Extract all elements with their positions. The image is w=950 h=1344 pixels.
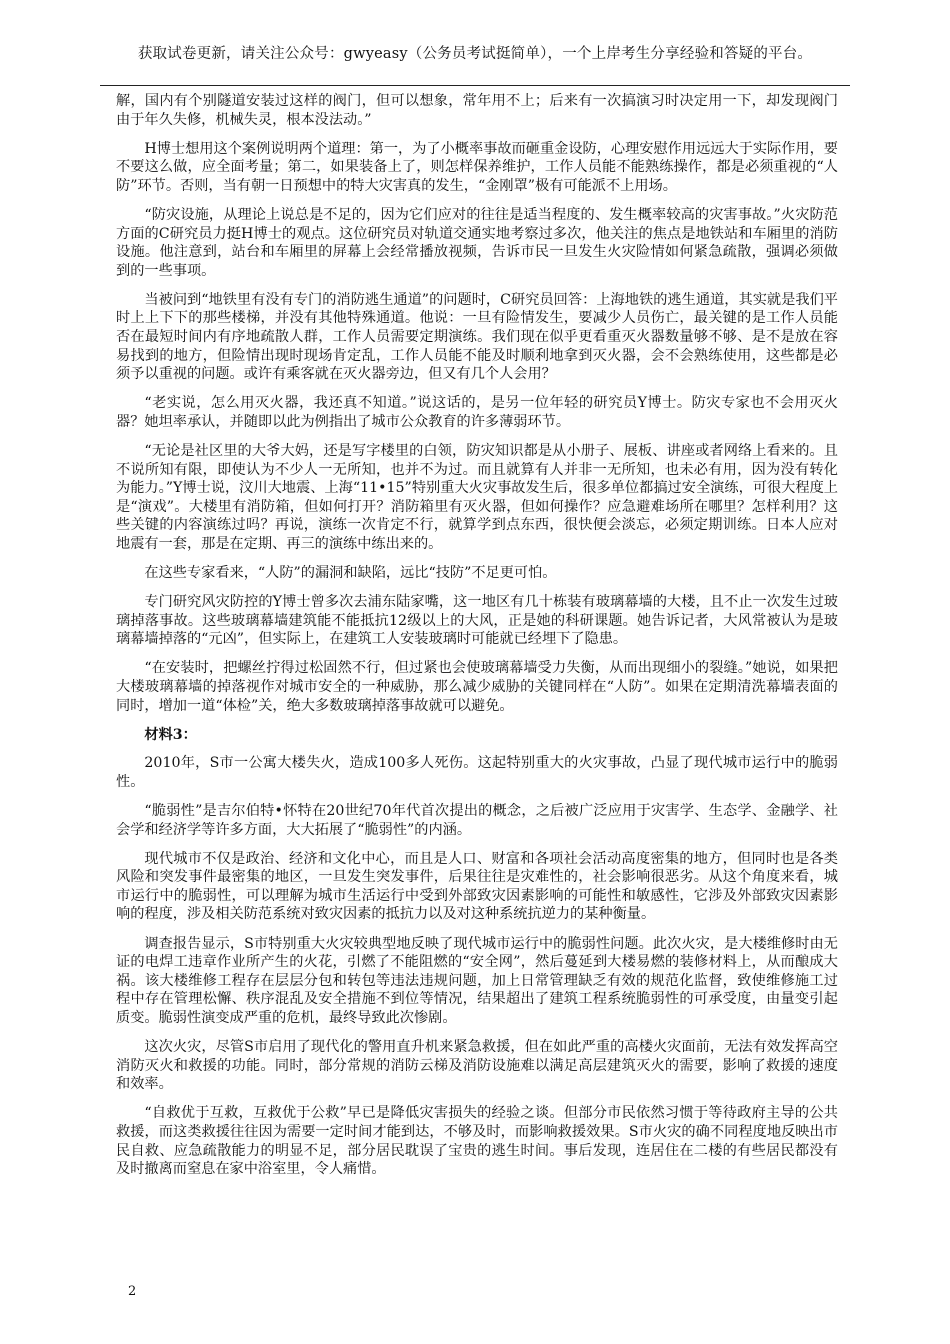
page-header bbox=[100, 24, 850, 86]
paragraph: 这次火灾，尽管S市启用了现代化的警用直升机来紧急救援，但在如此严重的高楼火灾面前，无法有效发挥高空消防灭火和救援的功能。同时，部分常规的消防云梯及消防设施难以满足高层建筑灭火的需要，影响了救援的速度和效率。 bbox=[116, 1039, 838, 1093]
header-divider bbox=[100, 85, 850, 86]
paragraph: 解，国内有个别隧道安装过这样的阀门，但可以想象，常年用不上；后来有一次搞演习时决定用一下，却发现阀门由于年久失修，机械失灵，根本没法动。” bbox=[116, 93, 838, 128]
paragraph: 专门研究风灾防控的Y博士曾多次去浦东陆家嘴，这一地区有几十栋装有玻璃幕墙的大楼，且不止一次发生过玻璃掉落事故。这些玻璃幕墙建筑能不能抵抗12级以上的大风，正是她的科研课题。她告诉记者，大风常被认为是玻璃幕墙掉落的“元凶”，但实际上，在建筑工人安装玻璃时可能就已经埋下了隐患。 bbox=[116, 594, 838, 648]
paragraph: 当被问到“地铁里有没有专门的消防逃生通道”的问题时，C研究员回答：上海地铁的逃生通道，其实就是我们平时上上下下的那些楼梯，并没有其他特殊通道。他说：一旦有险情发生，要减少人员伤亡，最关键的是工作人员能否在最短时间内有序地疏散人群，工作人员需要定期演练。我们现在似乎更看重灭火器数量够不够、是不是放在容易找到的地方，但险情出现时现场肯定乱，工作人员能不能及时顺利地拿到灭火器，会不会熟练使用，这些都是必须予以重视的问题。或许有乘客就在灭火器旁边，但又有几个人会用？ bbox=[116, 291, 838, 383]
paragraph: 在这些专家看来，“人防”的漏洞和缺陷，远比“技防”不足更可怕。 bbox=[144, 565, 557, 582]
paragraph: 现代城市不仅是政治、经济和文化中心，而且是人口、财富和各项社会活动高度密集的地方，但同时也是各类风险和突发事件最密集的地区，一旦发生突发事件，后果往往是灾难性的，社会影响很恶劣。从这个角度来看，城市运行中的脆弱性，可以理解为城市生活运行中受到外部致灾因素影响的可能性和敏感性，它涉及外部致灾因素影响的程度，涉及相关防范系统对致灾因素的抵抗力以及对这种系统抗逆力的某种衡量。 bbox=[116, 850, 838, 923]
paragraph: 调查报告显示，S市特别重大火灾较典型地反映了现代城市运行中的脆弱性问题。此次火灾，是大楼维修时由无证的电焊工违章作业所产生的火花，引燃了不能阻燃的“安全网”，然后蔓延到大楼易燃的装修材料上，从而酿成大祸。该大楼维修工程存在层层分包和转包等违法违规问题，加上日常管理缺乏有效的规范化监督，致使维修施工过程中存在管理松懈、秩序混乱及安全措施不到位等情况，结果超出了建筑工程系统脆弱性的可承受度，由量变引起质变。脆弱性演变成严重的危机，最终导致此次惨剧。 bbox=[116, 935, 838, 1026]
paragraph: “防灾设施，从理论上说总是不足的，因为它们应对的往往是适当程度的、发生概率较高的灾害事故。”火灾防范方面的C研究员力挺H博士的观点。这位研究员对轨道交通实地考察过多次，他关注的焦点是地铁站和车厢里的消防设施。他注意到，站台和车厢里的屏幕上会经常播放视频，告诉市民一旦发生火灾险情如何紧急疏散，强调必须做到的一些事项。 bbox=[116, 206, 838, 279]
paragraph: “老实说，怎么用灭火器，我还真不知道。”说这话的，是另一位年轻的研究员Y博士。防灾专家也不会用灭火器？她坦率承认，并随即以此为例指出了城市公众教育的许多薄弱环节。 bbox=[116, 395, 838, 430]
paragraph: “脆弱性”是吉尔伯特•怀特在20世纪70年代首次提出的概念，之后被广泛应用于灾害学、生态学、金融学、社会学和经济学等许多方面，大大拓展了“脆弱性”的内涵。 bbox=[116, 803, 838, 838]
document-body bbox=[116, 92, 838, 1189]
page-number: 2 bbox=[128, 1284, 137, 1299]
paragraph: “无论是社区里的大爷大妈，还是写字楼里的白领，防灾知识都是从小册子、展板、讲座或者网络上看来的。且不说所知有限，即使认为不少人一无所知，也并不为过。而且就算有人并非一无所知，也未必有用，因为没有转化为能力。”Y博士说，汶川大地震、上海“11•15”特别重大火灾事故发生后，很多单位都搞过安全演练，可很大程度上是“演戏”。大楼里有消防箱，但如何打开？消防箱里有灭火器，但如何操作？应急避难场所在哪里？怎样利用？这些关键的内容演练过吗？再说，演练一次肯定不行，就算学到点东西，很快便会淡忘，必须定期训练。日本人应对地震有一套，那是在定期、再三的演练中练出来的。 bbox=[116, 443, 838, 552]
paragraph: H博士想用这个案例说明两个道理：第一，为了小概率事故而砸重金设防，心理安慰作用远远大于实际作用，要不要这么做，应全面考量；第二，如果装备上了，则怎样保养维护，工作人员能不能熟练操作，都是必须重视的“人防”环节。否则，当有朝一日预想中的特大灾害真的发生，“金刚罩”极有可能派不上用场。 bbox=[116, 140, 838, 194]
section-title: 材料3： bbox=[144, 726, 197, 743]
paragraph: “在安装时，把螺丝拧得过松固然不行，但过紧也会使玻璃幕墙受力失衡，从而出现细小的裂缝。”她说，如果把大楼玻璃幕墙的掉落视作对城市安全的一种威胁，那么减少威胁的关键同样在“人防”。如果在定期清洗幕墙表面的同时，增加一道“体检”关，绝大多数玻璃掉落事故就可以避免。 bbox=[116, 660, 838, 714]
paragraph: 2010年，S市一公寓大楼失火，造成100多人死伤。这起特别重大的火灾事故，凸显了现代城市运行中的脆弱性。 bbox=[116, 755, 838, 790]
header-text: 获取试卷更新，请关注公众号：gwyeasy（公务员考试挺简单），一个上岸考生分享经验和答疑的平台。 bbox=[137, 46, 813, 62]
paragraph: “自救优于互救，互救优于公救”早已是降低灾害损失的经验之谈。但部分市民依然习惯于等待政府主导的公共救援，而这类救援往往因为需要一定时间才能到达，不够及时，而影响救援效果。S市火灾的确不同程度地反映出市民自救、应急疏散能力的明显不足，部分居民耽误了宝贵的逃生时间。事后发现，连居住在二楼的有些居民都没有及时撤离而窒息在家中浴室里，令人痛惜。 bbox=[116, 1105, 838, 1178]
